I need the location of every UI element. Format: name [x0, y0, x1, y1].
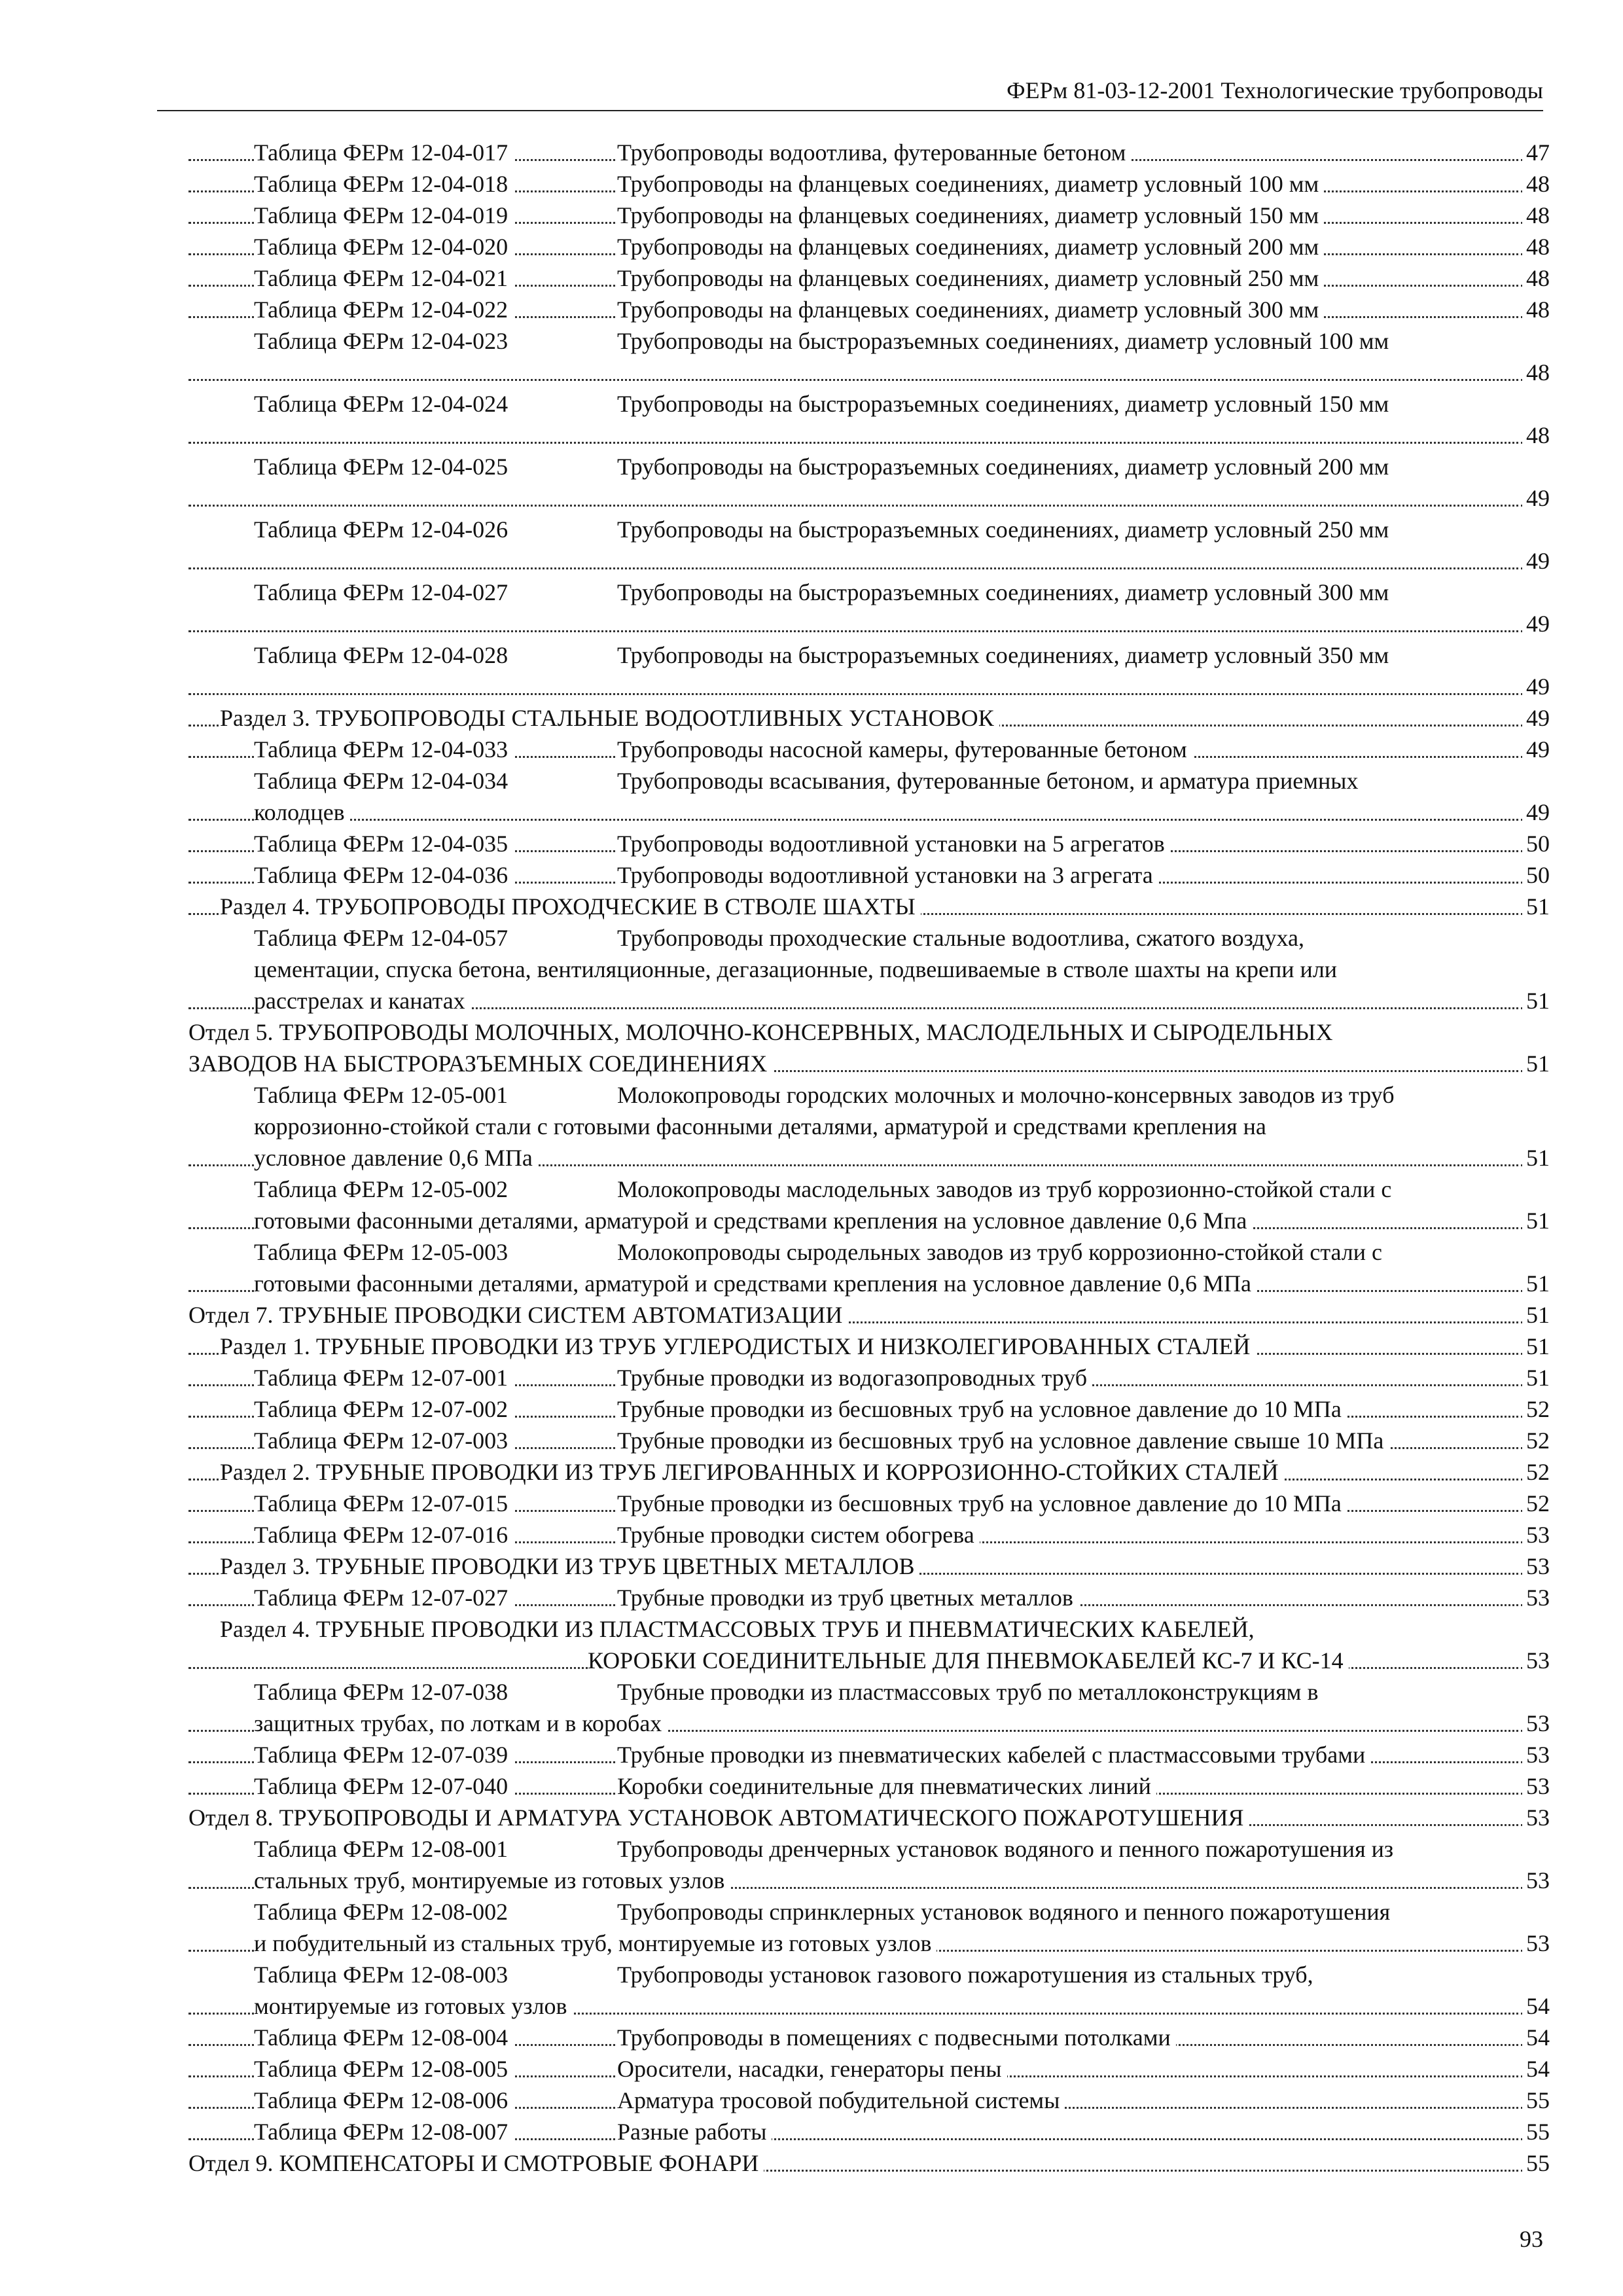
toc-table-title: Трубопроводы водоотливной установки на 3 агрегата	[617, 860, 1158, 890]
toc-page-number: 55	[1522, 2117, 1550, 2147]
toc-table-code: Таблица ФЕРм 12-04-017	[254, 137, 513, 168]
toc-page-number: 48	[1522, 169, 1550, 199]
toc-row[interactable]	[188, 232, 1550, 263]
toc-page-number: 55	[1522, 2085, 1550, 2115]
toc-division-title: ЗАВОДОВ НА БЫСТРОРАЗЪЕМНЫХ СОЕДИНЕНИЯХ	[188, 1049, 772, 1079]
toc-page-number: 51	[1522, 1206, 1550, 1236]
toc-page-number: 51	[1522, 1049, 1550, 1079]
toc-row[interactable]	[188, 609, 1550, 640]
toc-page-number: 53	[1522, 1551, 1550, 1581]
toc-row[interactable]	[188, 1960, 1550, 1991]
toc-page-number: 51	[1522, 1143, 1550, 1173]
toc-row[interactable]	[188, 1520, 1550, 1551]
toc-table-title: Арматура тросовой побудительной системы	[617, 2085, 1065, 2115]
toc-row[interactable]	[188, 2117, 1550, 2148]
toc-row[interactable]	[188, 1457, 1550, 1488]
toc-page-number: 48	[1522, 295, 1550, 325]
toc-table-code: Таблица ФЕРм 12-04-020	[254, 232, 513, 262]
toc-wrapped-text: готовыми фасонными деталями, арматурой и средствами крепления на условное давление 0,6 Мпа	[254, 1206, 1252, 1236]
toc-table-title: Трубопроводы на быстроразъемных соединениях, диаметр условный 100 мм	[617, 326, 1394, 356]
toc-table-code: Таблица ФЕРм 12-07-040	[254, 1771, 513, 1801]
toc-page-number: 51	[1522, 1268, 1550, 1299]
toc-page-number: 49	[1522, 734, 1550, 764]
toc-wrapped-text: монтируемые из готовых узлов	[254, 1991, 573, 2021]
toc-wrapped-text: цементации, спуска бетона, вентиляционные, дегазационные, подвешиваемые в стволе шахты на крепи или	[254, 954, 1342, 984]
toc-page-number: 49	[1522, 672, 1550, 702]
toc-table-title: Трубопроводы на фланцевых соединениях, диаметр условный 250 мм	[617, 263, 1324, 293]
toc-table-code: Таблица ФЕРм 12-04-057	[254, 923, 513, 953]
toc-table-title: Трубопроводы на быстроразъемных соединениях, диаметр условный 150 мм	[617, 389, 1394, 419]
toc-page-number: 51	[1522, 986, 1550, 1016]
toc-section-title: Раздел 4. ТРУБОПРОВОДЫ ПРОХОДЧЕСКИЕ В СТВОЛЕ ШАХТЫ	[220, 891, 921, 922]
toc-row[interactable]	[188, 2022, 1550, 2054]
toc-row[interactable]	[188, 1614, 1550, 1645]
toc-row[interactable]	[188, 420, 1550, 452]
toc-page-number: 51	[1522, 1331, 1550, 1361]
toc-page-number: 48	[1522, 200, 1550, 230]
dot-leader	[188, 567, 1524, 569]
toc-table-title: Трубные проводки из бесшовных труб на условное давление до 10 МПа	[617, 1488, 1347, 1518]
toc-row[interactable]	[188, 389, 1550, 420]
toc-row[interactable]	[188, 2085, 1550, 2117]
toc-row[interactable]	[188, 137, 1550, 169]
toc-wrapped-text: расстрелах и канатах	[254, 986, 471, 1016]
toc-page-number: 49	[1522, 609, 1550, 639]
toc-table-code: Таблица ФЕРм 12-07-016	[254, 1520, 513, 1550]
toc-table-code: Таблица ФЕРм 12-04-027	[254, 577, 513, 607]
toc-page-number: 54	[1522, 1991, 1550, 2021]
toc-row[interactable]	[188, 1708, 1550, 1740]
toc-page-number: 49	[1522, 797, 1550, 827]
toc-wrapped-text: КОРОБКИ СОЕДИНИТЕЛЬНЫЕ ДЛЯ ПНЕВМОКАБЕЛЕЙ КС-7 И КС-14	[588, 1645, 1349, 1676]
toc-page-number: 53	[1522, 1803, 1550, 1833]
toc-table-title: Трубные проводки из бесшовных труб на условное давление свыше 10 МПа	[617, 1426, 1389, 1456]
toc-table-title: Коробки соединительные для пневматических линий	[617, 1771, 1156, 1801]
toc-table-code: Таблица ФЕРм 12-04-036	[254, 860, 513, 890]
toc-table-title: Трубопроводы дренчерных установок водяного и пенного пожаротушения из	[617, 1834, 1399, 1864]
toc-table-code: Таблица ФЕРм 12-04-018	[254, 169, 513, 199]
toc-page-number: 53	[1522, 1865, 1550, 1895]
toc-table-title: Трубопроводы на быстроразъемных соединениях, диаметр условный 350 мм	[617, 640, 1394, 670]
toc-wrapped-text: стальных труб, монтируемые из готовых узлов	[254, 1865, 730, 1895]
toc-row[interactable]	[188, 1268, 1550, 1300]
toc-table-code: Таблица ФЕРм 12-07-038	[254, 1677, 513, 1707]
toc-row[interactable]	[188, 1803, 1550, 1834]
toc-table-code: Таблица ФЕРм 12-04-028	[254, 640, 513, 670]
toc-table-code: Таблица ФЕРм 12-08-007	[254, 2117, 513, 2147]
toc-page-number: 48	[1522, 263, 1550, 293]
dot-leader	[188, 442, 1524, 444]
toc-page-number: 50	[1522, 829, 1550, 859]
toc-table-title: Трубопроводы на быстроразъемных соединениях, диаметр условный 200 мм	[617, 452, 1394, 482]
toc-section-title: Раздел 4. ТРУБНЫЕ ПРОВОДКИ ИЗ ПЛАСТМАССОВЫХ ТРУБ И ПНЕВМАТИЧЕСКИХ КАБЕЛЕЙ,	[220, 1614, 1260, 1644]
toc-row[interactable]	[188, 860, 1550, 891]
toc-table-code: Таблица ФЕРм 12-04-035	[254, 829, 513, 859]
toc-row[interactable]	[188, 1991, 1550, 2022]
toc-page-number: 49	[1522, 546, 1550, 576]
toc-row[interactable]	[188, 1928, 1550, 1960]
toc-table-code: Таблица ФЕРм 12-07-003	[254, 1426, 513, 1456]
toc-row[interactable]	[188, 295, 1550, 326]
toc-row[interactable]	[188, 326, 1550, 357]
toc-row[interactable]	[188, 1300, 1550, 1331]
toc-row[interactable]	[188, 1551, 1550, 1583]
toc-table-code: Таблица ФЕРм 12-08-004	[254, 2022, 513, 2053]
toc-page-number: 52	[1522, 1457, 1550, 1487]
toc-division-title: Отдел 8. ТРУБОПРОВОДЫ И АРМАТУРА УСТАНОВОК АВТОМАТИЧЕСКОГО ПОЖАРОТУШЕНИЯ	[188, 1803, 1249, 1833]
toc-table-code: Таблица ФЕРм 12-07-027	[254, 1583, 513, 1613]
toc-page-number: 51	[1522, 1363, 1550, 1393]
toc-division-title: Отдел 9. КОМПЕНСАТОРЫ И СМОТРОВЫЕ ФОНАРИ	[188, 2148, 764, 2178]
toc-row[interactable]	[188, 357, 1550, 389]
toc-row[interactable]	[188, 452, 1550, 483]
toc-page-number: 53	[1522, 1771, 1550, 1801]
toc-row[interactable]	[188, 1237, 1550, 1268]
toc-row[interactable]	[188, 169, 1550, 200]
toc-row[interactable]	[188, 672, 1550, 703]
toc-table-code: Таблица ФЕРм 12-04-033	[254, 734, 513, 764]
toc-page-number: 53	[1522, 1645, 1550, 1676]
toc-table-code: Таблица ФЕРм 12-05-003	[254, 1237, 513, 1267]
toc-table-title: Молокопроводы сыродельных заводов из труб коррозионно-стойкой стали с	[617, 1237, 1387, 1267]
toc-division-title: Отдел 5. ТРУБОПРОВОДЫ МОЛОЧНЫХ, МОЛОЧНО-КОНСЕРВНЫХ, МАСЛОДЕЛЬНЫХ И СЫРОДЕЛЬНЫХ	[188, 1017, 1338, 1047]
dot-leader	[188, 819, 1524, 821]
toc-row[interactable]	[188, 891, 1550, 923]
toc-row[interactable]	[188, 1206, 1550, 1237]
toc-row[interactable]	[188, 1331, 1550, 1363]
toc-page-number: 51	[1522, 1300, 1550, 1330]
toc-wrapped-text: коррозионно-стойкой стали с готовыми фасонными деталями, арматурой и средствами крепления на	[254, 1111, 1272, 1141]
toc-table-code: Таблица ФЕРм 12-04-021	[254, 263, 513, 293]
toc-page-number: 52	[1522, 1426, 1550, 1456]
toc-page-number: 48	[1522, 420, 1550, 450]
toc-table-title: Трубопроводы на фланцевых соединениях, диаметр условный 300 мм	[617, 295, 1324, 325]
toc-section-title: Раздел 2. ТРУБНЫЕ ПРОВОДКИ ИЗ ТРУБ ЛЕГИРОВАННЫХ И КОРРОЗИОННО-СТОЙКИХ СТАЛЕЙ	[220, 1457, 1284, 1487]
toc-page-number: 55	[1522, 2148, 1550, 2178]
toc-row[interactable]	[188, 734, 1550, 766]
toc-wrapped-text: условное давление 0,6 МПа	[254, 1143, 538, 1173]
toc-table-title: Трубные проводки из пластмассовых труб по металлоконструкциям в	[617, 1677, 1323, 1707]
toc-row[interactable]	[188, 1080, 1550, 1111]
toc-row[interactable]	[188, 703, 1550, 734]
toc-table-title: Трубные проводки из водогазопроводных труб	[617, 1363, 1092, 1393]
dot-leader	[188, 505, 1524, 507]
toc-table-code: Таблица ФЕРм 12-08-003	[254, 1960, 513, 1990]
toc-table-code: Таблица ФЕРм 12-07-015	[254, 1488, 513, 1518]
toc-table-title: Молокопроводы маслодельных заводов из труб коррозионно-стойкой стали с	[617, 1174, 1397, 1204]
toc-table-code: Таблица ФЕРм 12-07-001	[254, 1363, 513, 1393]
toc-page-number: 53	[1522, 1708, 1550, 1738]
toc-row[interactable]	[188, 923, 1550, 954]
toc-table-title: Разные работы	[617, 2117, 772, 2147]
toc-row[interactable]	[188, 1363, 1550, 1394]
toc-table-title: Трубопроводы на фланцевых соединениях, диаметр условный 150 мм	[617, 200, 1324, 230]
toc-table-title: Трубопроводы водоотлива, футерованные бетоном	[617, 137, 1131, 168]
toc-page-number: 53	[1522, 1740, 1550, 1770]
toc-row[interactable]	[188, 546, 1550, 577]
toc-table-title: Трубопроводы на быстроразъемных соединениях, диаметр условный 300 мм	[617, 577, 1394, 607]
toc-page-number: 49	[1522, 703, 1550, 733]
toc-section-title: Раздел 3. ТРУБОПРОВОДЫ СТАЛЬНЫЕ ВОДООТЛИВНЫХ УСТАНОВОК	[220, 703, 999, 733]
toc-wrapped-text: защитных трубах, по лоткам и в коробах	[254, 1708, 667, 1738]
toc-table-code: Таблица ФЕРм 12-07-002	[254, 1394, 513, 1424]
toc-row[interactable]	[188, 766, 1550, 797]
toc-page-number: 54	[1522, 2054, 1550, 2084]
dot-leader	[188, 693, 1524, 695]
toc-section-title: Раздел 3. ТРУБНЫЕ ПРОВОДКИ ИЗ ТРУБ ЦВЕТНЫХ МЕТАЛЛОВ	[220, 1551, 919, 1581]
toc-table-title: Трубопроводы спринклерных установок водяного и пенного пожаротушения	[617, 1897, 1395, 1927]
toc-table-title: Трубные проводки из труб цветных металлов	[617, 1583, 1079, 1613]
toc-row[interactable]	[188, 1049, 1550, 1080]
toc-row[interactable]	[188, 1394, 1550, 1426]
toc-row[interactable]	[188, 514, 1550, 546]
toc-table-code: Таблица ФЕРм 12-04-024	[254, 389, 513, 419]
toc-section-title: Раздел 1. ТРУБНЫЕ ПРОВОДКИ ИЗ ТРУБ УГЛЕРОДИСТЫХ И НИЗКОЛЕГИРОВАННЫХ СТАЛЕЙ	[220, 1331, 1255, 1361]
toc-row[interactable]	[188, 1426, 1550, 1457]
toc-table-code: Таблица ФЕРм 12-04-022	[254, 295, 513, 325]
toc-row[interactable]	[188, 1583, 1550, 1614]
toc-table-code: Таблица ФЕРм 12-04-025	[254, 452, 513, 482]
toc-table-code: Таблица ФЕРм 12-08-002	[254, 1897, 513, 1927]
toc-row[interactable]	[188, 1111, 1550, 1143]
toc-page-number: 50	[1522, 860, 1550, 890]
toc-table-title: Трубопроводы на фланцевых соединениях, диаметр условный 200 мм	[617, 232, 1324, 262]
toc-row[interactable]	[188, 1677, 1550, 1708]
toc-row[interactable]	[188, 1865, 1550, 1897]
toc-row[interactable]	[188, 954, 1550, 986]
toc-table-title: Трубопроводы проходческие стальные водоотлива, сжатого воздуха,	[617, 923, 1310, 953]
toc-row[interactable]	[188, 483, 1550, 514]
toc-page-number: 53	[1522, 1520, 1550, 1550]
toc-row[interactable]	[188, 2148, 1550, 2179]
toc-table-code: Таблица ФЕРм 12-08-006	[254, 2085, 513, 2115]
toc-row[interactable]	[188, 200, 1550, 232]
toc-row[interactable]	[188, 1143, 1550, 1174]
toc-table-title: Трубопроводы насосной камеры, футерованные бетоном	[617, 734, 1192, 764]
toc-table-code: Таблица ФЕРм 12-04-034	[254, 766, 513, 796]
toc-row[interactable]	[188, 263, 1550, 295]
toc-table-title: Трубные проводки из пневматических кабелей с пластмассовыми трубами	[617, 1740, 1370, 1770]
toc-page-number: 48	[1522, 232, 1550, 262]
dot-leader	[188, 630, 1524, 632]
toc-row[interactable]	[188, 1645, 1550, 1677]
toc-row[interactable]	[188, 1017, 1550, 1049]
toc-row[interactable]	[188, 1771, 1550, 1803]
toc-table-code: Таблица ФЕРм 12-08-001	[254, 1834, 513, 1864]
toc-page-number: 47	[1522, 137, 1550, 168]
toc-row[interactable]	[188, 986, 1550, 1017]
toc-row[interactable]	[188, 1834, 1550, 1865]
toc-table-code: Таблица ФЕРм 12-04-026	[254, 514, 513, 545]
toc-row[interactable]	[188, 797, 1550, 829]
toc-page-number: 53	[1522, 1928, 1550, 1958]
page-header: ФЕРм 81-03-12-2001 Технологические трубопроводы	[157, 77, 1543, 111]
toc-wrapped-text: колодцев	[254, 797, 350, 827]
toc-row[interactable]	[188, 1488, 1550, 1520]
toc-row[interactable]	[188, 829, 1550, 860]
toc-row[interactable]	[188, 640, 1550, 672]
toc-table-title: Трубные проводки из бесшовных труб на условное давление до 10 МПа	[617, 1394, 1347, 1424]
toc-row[interactable]	[188, 1174, 1550, 1206]
toc-row[interactable]	[188, 1740, 1550, 1771]
toc-table-title: Трубопроводы установок газового пожаротушения из стальных труб,	[617, 1960, 1319, 1990]
toc-table-code: Таблица ФЕРм 12-05-001	[254, 1080, 513, 1110]
toc-page-number: 52	[1522, 1394, 1550, 1424]
toc-page-number: 54	[1522, 2022, 1550, 2053]
toc-table-code: Таблица ФЕРм 12-08-005	[254, 2054, 513, 2084]
toc-table-code: Таблица ФЕРм 12-04-023	[254, 326, 513, 356]
toc-table-title: Трубопроводы всасывания, футерованные бетоном, и арматура приемных	[617, 766, 1363, 796]
toc-table-title: Трубные проводки систем обогрева	[617, 1520, 980, 1550]
toc-row[interactable]	[188, 2054, 1550, 2085]
toc-table-code: Таблица ФЕРм 12-05-002	[254, 1174, 513, 1204]
table-of-contents	[188, 137, 1550, 2179]
toc-table-title: Оросители, насадки, генераторы пены	[617, 2054, 1007, 2084]
toc-wrapped-text: и побудительный из стальных труб, монтируемые из готовых узлов	[254, 1928, 936, 1958]
toc-table-title: Трубопроводы водоотливной установки на 5 агрегатов	[617, 829, 1170, 859]
toc-page-number: 52	[1522, 1488, 1550, 1518]
toc-row[interactable]	[188, 1897, 1550, 1928]
toc-division-title: Отдел 7. ТРУБНЫЕ ПРОВОДКИ СИСТЕМ АВТОМАТИЗАЦИИ	[188, 1300, 847, 1330]
toc-table-code: Таблица ФЕРм 12-07-039	[254, 1740, 513, 1770]
dot-leader	[188, 379, 1524, 381]
toc-table-title: Молокопроводы городских молочных и молочно-консервных заводов из труб	[617, 1080, 1400, 1110]
toc-page-number: 48	[1522, 357, 1550, 387]
page-number: 93	[1520, 2226, 1543, 2252]
toc-row[interactable]	[188, 577, 1550, 609]
toc-wrapped-text: готовыми фасонными деталями, арматурой и средствами крепления на условное давление 0,6 МПа	[254, 1268, 1257, 1299]
toc-page-number: 51	[1522, 891, 1550, 922]
toc-table-title: Трубопроводы на фланцевых соединениях, диаметр условный 100 мм	[617, 169, 1324, 199]
toc-table-title: Трубопроводы в помещениях с подвесными потолками	[617, 2022, 1176, 2053]
toc-page-number: 49	[1522, 483, 1550, 513]
toc-table-code: Таблица ФЕРм 12-04-019	[254, 200, 513, 230]
toc-table-title: Трубопроводы на быстроразъемных соединениях, диаметр условный 250 мм	[617, 514, 1394, 545]
toc-page-number: 53	[1522, 1583, 1550, 1613]
